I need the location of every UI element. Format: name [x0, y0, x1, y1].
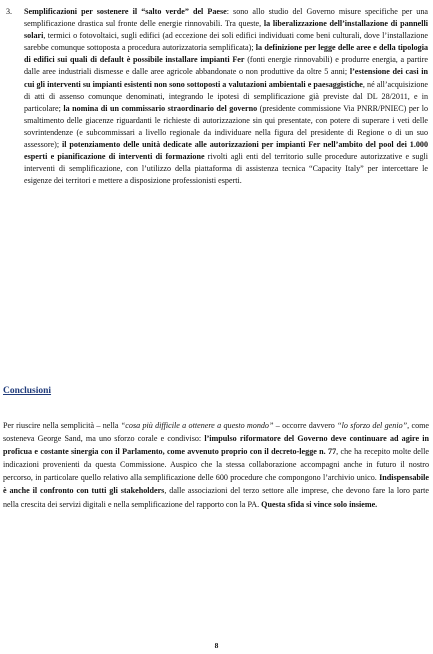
bold-text: la nomina di un commissario straordinario del governo: [63, 103, 258, 113]
body-text: , né all’acquisizione di atti di assenso comunque denominati, integrando le ipotesi di semplificazione già previste dal DL 28/2011, e in particolare;: [24, 79, 429, 113]
conclusions-paragraph: [3, 419, 429, 511]
body-text: – occorre davvero: [273, 421, 338, 430]
body-text: , come sosteneva George Sand, ma uno sforzo corale e condiviso:: [3, 421, 430, 444]
bold-text: il potenziamento delle unità dedicate alle autorizzazioni per impianti Fer nell’ambito del pool dei 1.000 esperti e pianificazione di interventi di formazione: [24, 140, 428, 162]
bold-text: la definizione per legge delle aree e della tipologia di edifici sui quali di default è possibile installare impianti Fer: [24, 43, 428, 65]
bold-text: Indispensabile è anche il confronto con tutti gli stakeholders: [3, 473, 429, 496]
section-heading-conclusioni: Conclusioni: [3, 386, 52, 396]
quote-text: “lo sforzo del genio”: [337, 421, 408, 430]
list-item-number: 3.: [6, 7, 13, 16]
body-text: rivolti agli enti del territorio sulle procedure autorizzative e sugli interventi di semplificazione, con l’utilizzo della piattaforma di assistenza tecnica “Capacity Italy” per intercettare le esigenze dei territori e mettere a disposizione professionisti esperti.: [24, 152, 429, 186]
bold-text: l’impulso riformatore del Governo deve continuare ad agire in proficua e costante sinergia con il Parlamento, come avvenuto proprio con il decreto-legge n. 77: [3, 434, 429, 457]
list-item-text: [24, 6, 428, 187]
body-text: : sono allo studio del Governo misure specifiche per una semplificazione drastica sul fronte delle energie rinnovabili. Tra queste,: [24, 7, 428, 29]
bold-text: Semplificazioni per sostenere il “salto verde” del Paese: [24, 7, 227, 16]
body-text: , dalle associazioni del terzo settore alle imprese, che devono fare la loro parte nella crescita dei servizi digitali e nella semplificazione del rapporto con la PA.: [3, 486, 430, 509]
body-text: Per riuscire nella semplicità – nella: [3, 421, 121, 430]
bold-text: l’estensione dei casi in cui gli interventi su impianti esistenti non sono sottoposti a valutazioni ambientali e paesaggistiche: [24, 67, 428, 89]
body-text: (fonti energie rinnovabili) e produrre energia, a partire dalle aree industriali dismesse e dalle aree agricole abbandonate o non produttive da oltre 5 anni;: [24, 55, 428, 77]
bold-text: la liberalizzazione dell’installazione di pannelli solari: [24, 19, 428, 41]
body-text: , termici o fotovoltaici, sugli edifici (ad eccezione dei soli edifici individuati come beni culturali, dove l’installazione sarebbe comunque sottoposta a procedura autorizzatoria semplificata);: [24, 31, 428, 53]
body-text: , che ha recepito molte delle indicazioni provenienti da questa Commissione. Auspico che la stessa collaborazione accompagni anche in futuro il nostro percorso, in particolare quello relativo alla semplificazione delle 600 procedure che compongono l’archivio unico.: [3, 447, 429, 483]
bold-text: Questa sfida si vince solo insieme.: [261, 499, 378, 509]
page-number: 8: [214, 641, 219, 650]
quote-text: “cosa più difficile a ottenere a questo mondo”: [120, 421, 274, 430]
body-text: (presidente commissione Via PNRR/PNIEC) per lo smaltimento delle giacenze riguardanti le richieste di autorizzazione sin qui presentate, con potere di superare i veti delle sovrintendenze (e subcommissari a livello regionale da individuare nella figura del presidente di Regione o di un suo assessore);: [24, 103, 429, 150]
